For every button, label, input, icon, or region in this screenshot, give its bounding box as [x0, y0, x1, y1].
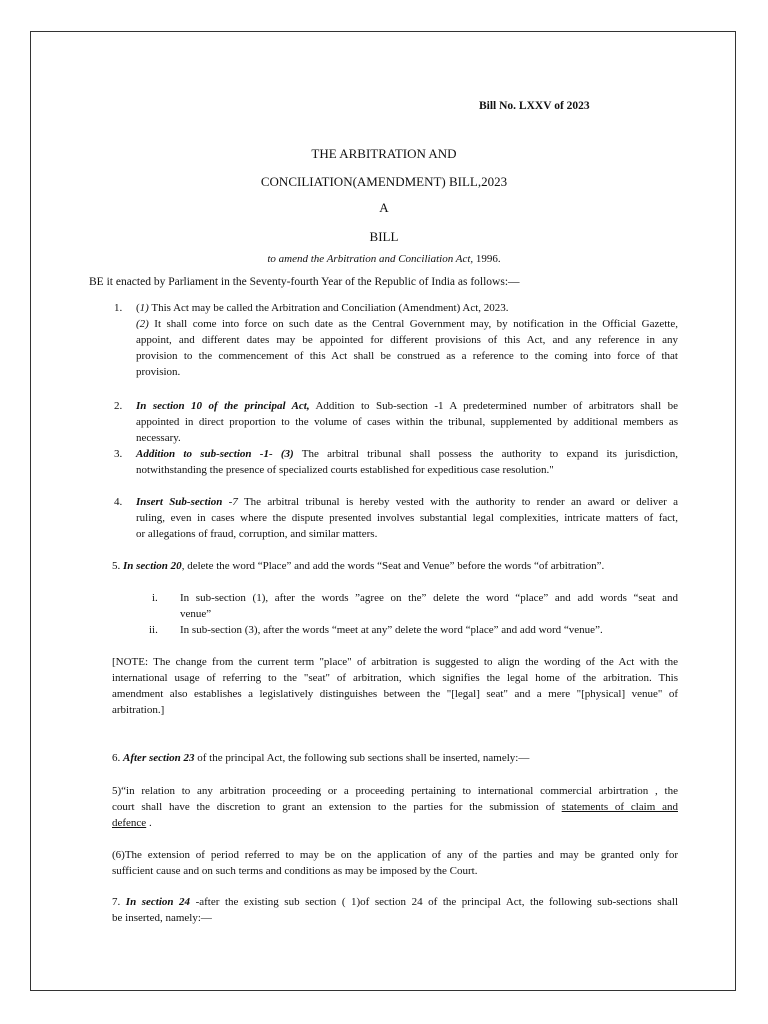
subsection-5-line-3: defence . — [112, 817, 152, 829]
section-6 — [112, 750, 678, 766]
note-line-1: [NOTE: The change from the current term "place" of arbitration is suggested to align the wording of the Act with the — [112, 656, 678, 668]
bill-subtitle — [31, 251, 737, 267]
sub-item-i-line-2: venue” — [180, 608, 212, 620]
subsection-6-paragraph — [112, 847, 678, 879]
article-a: A — [379, 200, 389, 215]
section-2-line-1: In section 10 of the principal Act, Addition to Sub-section -1 A predetermined number of arbitrators shall be — [136, 400, 678, 412]
section-2-line-3: necessary. — [136, 432, 181, 444]
section-2-line-2: appointed in direct proportion to the volume of cases within the tribunal, supplemented by additional members as — [136, 416, 678, 428]
section-4-line-2: ruling, even in cases where the dispute presented involves substantial legal complexities, intricate matters of fact, — [136, 512, 678, 524]
section-7 — [112, 894, 678, 926]
section-1-line-4: provision to the commencement of this Act shall be construed as a reference to the coming into force of that — [136, 350, 678, 362]
section-1 — [136, 300, 678, 380]
sub-item-i-line-1: In sub-section (1), after the words ”agree on the” delete the word “place” and add words “seat and — [180, 592, 678, 604]
subtitle-year: 1996. — [473, 253, 501, 265]
section-7-line-2: be inserted, namely:— — [112, 912, 212, 924]
note-line-4: arbitration.] — [112, 704, 165, 716]
section-4-line-3: or allegations of fraud, corruption, and similar matters. — [136, 528, 378, 540]
section-2-number: 2. — [114, 400, 123, 412]
section-6-line-1: 6. After section 23 of the principal Act, the following sub sections shall be inserted, namely:— — [112, 752, 530, 764]
section-3 — [136, 446, 678, 478]
subsection-6-line-1: (6)The extension of period referred to may be on the application of any of the parties and may be granted only for — [112, 849, 678, 861]
sub-item-i-number: i. — [152, 592, 158, 604]
section-7-number: 7. — [112, 896, 121, 908]
section-5-number: 5. — [112, 560, 121, 572]
section-3-number: 3. — [114, 448, 123, 460]
section-1-line-1: (1) This Act may be called the Arbitration and Conciliation (Amendment) Act, 2023. — [136, 302, 509, 314]
section-5 — [112, 558, 678, 574]
sub-item-ii — [180, 622, 678, 638]
bill-number: Bill No. LXXV of 2023 — [479, 100, 590, 112]
section-3-line-1: Addition to sub-section -1- (3) The arbitral tribunal shall possess the authority to expand its jurisdiction, — [136, 448, 678, 460]
section-6-number: 6. — [112, 752, 121, 764]
document-page — [30, 31, 736, 991]
bill-title-line-1: THE ARBITRATION AND — [311, 146, 457, 161]
sub-item-i — [180, 590, 678, 622]
subtitle-italic: to amend the Arbitration and Conciliation Act, — [267, 253, 474, 265]
section-1-number: 1. — [114, 302, 123, 314]
section-1-line-5: provision. — [136, 366, 181, 378]
subsection-5-line-1: 5)“in relation to any arbitration proceeding or a proceeding pertaining to international commercial arbirtration , the — [112, 785, 678, 797]
section-5-line-1: 5. In section 20, delete the word “Place” and add the words “Seat and Venue” before the words “of arbitration”. — [112, 560, 605, 572]
section-3-line-2: notwithstanding the presence of specialized courts established for expeditious case resolution." — [136, 464, 554, 476]
bill-heading: BILL — [369, 229, 399, 244]
section-4-line-1: Insert Sub-section -7 The arbitral tribunal is hereby vested with the authority to render an award or deliver a — [136, 496, 679, 508]
section-1-line-3: appoint, and different dates may be appointed for different provisions of this Act, and any reference in any — [136, 334, 678, 346]
section-2 — [136, 398, 678, 446]
note-line-3: amendment also establishes a legislatively distinguishes between the "[legal] seat" and a mere "[physical] venue" of — [112, 688, 678, 700]
section-7-line-1: 7. In section 24 -after the existing sub section ( 1)of section 24 of the principal Act, the following sub-sections shall — [112, 896, 679, 908]
subsection-5-paragraph — [112, 783, 678, 831]
enacting-formula: BE it enacted by Parliament in the Seventy-fourth Year of the Republic of India as follows:— — [89, 276, 520, 288]
bill-title-line-2: CONCILIATION(AMENDMENT) BILL,2023 — [260, 174, 508, 189]
sub-item-ii-line-1: In sub-section (3), after the words “meet at any” delete the word “place” and add word “venue”. — [180, 624, 603, 636]
section-4 — [136, 494, 678, 542]
subsection-6-line-2: sufficient cause and on such terms and conditions as may be imposed by the Court. — [112, 865, 478, 877]
section-1-line-2: (2) It shall come into force on such date as the Central Government may, by notification in the Official Gazette, — [136, 318, 678, 330]
sub-item-ii-number: ii. — [149, 624, 158, 636]
section-4-number: 4. — [114, 496, 123, 508]
subsection-5-line-2: court shall have the discretion to grant an extension to the parties for the submission of statements of claim and — [112, 801, 678, 813]
note-line-2: international usage of referring to the "seat" of arbitration, which signifies the legal home of the arbitration. This — [112, 672, 678, 684]
note-paragraph — [112, 654, 678, 718]
